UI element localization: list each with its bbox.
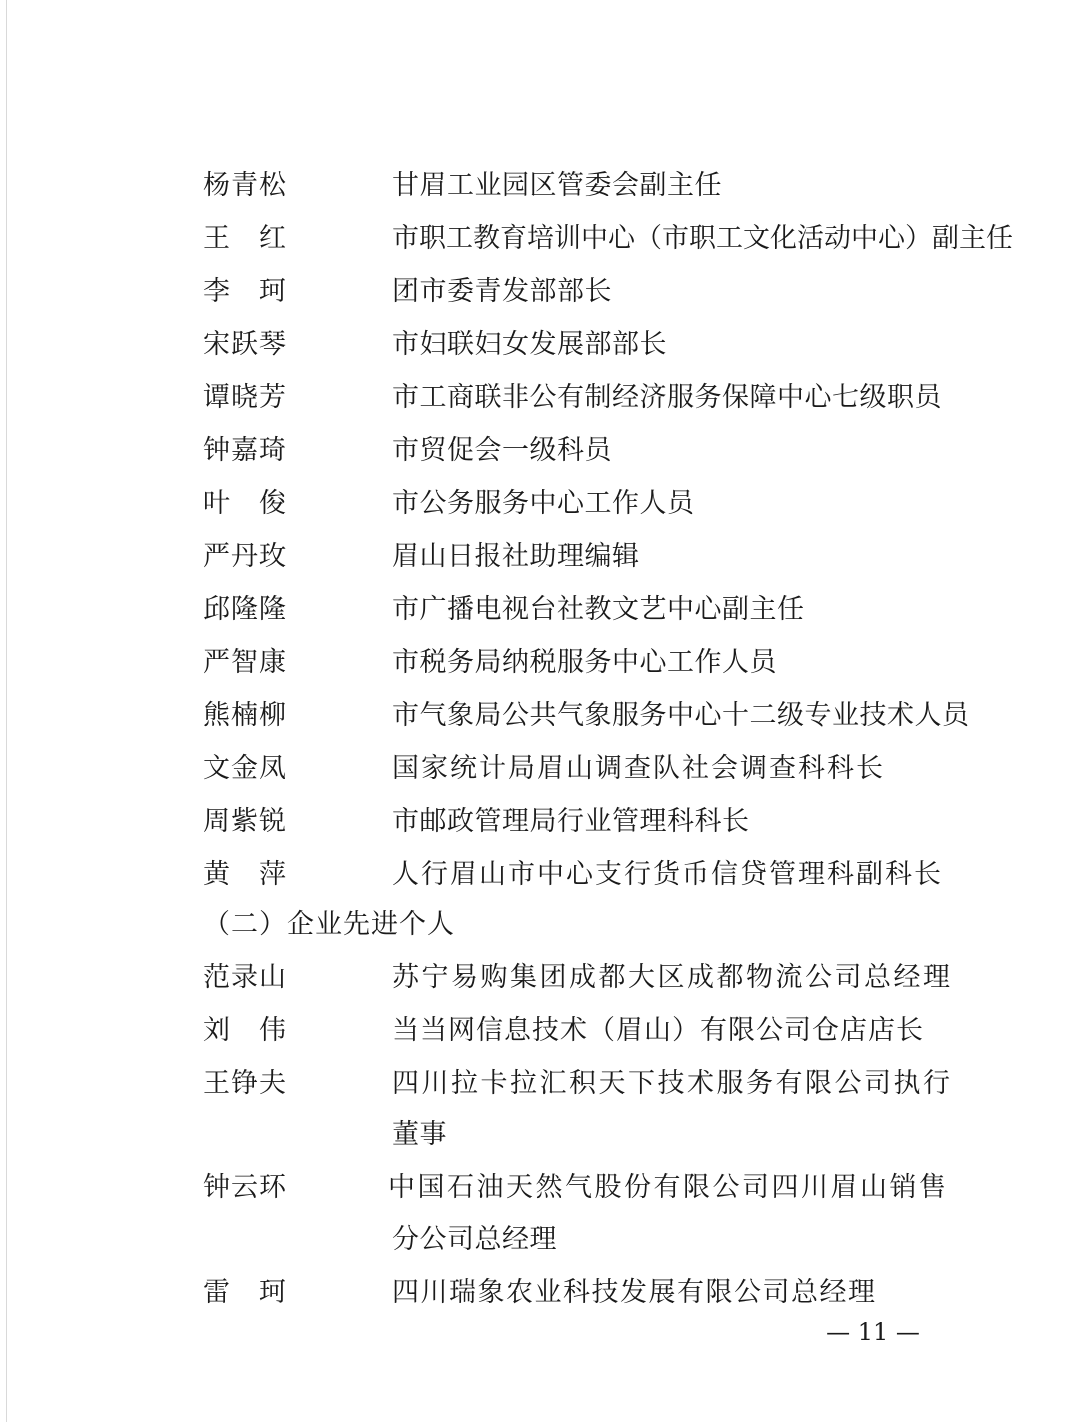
person-title: 市贸促会一级科员 — [392, 435, 612, 466]
person-title-continued: 董事 — [392, 1119, 447, 1150]
list-item — [0, 690, 1080, 742]
person-name: 钟嘉琦 — [203, 435, 287, 466]
person-name: 杨青松 — [203, 170, 287, 201]
person-name: 王铮夫 — [203, 1068, 287, 1099]
list-item — [0, 743, 1080, 795]
person-name: 钟云环 — [203, 1172, 287, 1203]
list-item — [0, 584, 1080, 636]
person-name: 雷 珂 — [203, 1277, 287, 1308]
person-title: 眉山日报社助理编辑 — [392, 541, 640, 572]
person-title: 市邮政管理局行业管理科科长 — [392, 806, 750, 837]
person-title: 甘眉工业园区管委会副主任 — [392, 170, 722, 201]
list-item — [0, 849, 1080, 901]
list-item — [0, 425, 1080, 477]
person-title: 国家统计局眉山调查队社会调查科科长 — [392, 753, 885, 784]
person-name: 熊楠柳 — [203, 700, 287, 731]
person-title: 人行眉山市中心支行货币信贷管理科副科长 — [392, 859, 943, 890]
person-name: 周紫锐 — [203, 806, 287, 837]
person-name: 王 红 — [203, 223, 287, 254]
list-item — [0, 266, 1080, 318]
page-number: — 11 — — [826, 1318, 920, 1346]
person-title: 市职工教育培训中心（市职工文化活动中心）副主任 — [392, 223, 1013, 254]
list-item — [0, 637, 1080, 689]
person-name: 谭晓芳 — [203, 382, 287, 413]
list-item — [0, 1162, 1080, 1214]
section-heading: （二）企业先进个人 — [203, 909, 455, 940]
person-name: 宋跃琴 — [203, 329, 287, 360]
person-title: 市广播电视台社教文艺中心副主任 — [392, 594, 805, 625]
list-item — [0, 213, 1080, 265]
person-title: 当当网信息技术（眉山）有限公司仓店店长 — [392, 1015, 924, 1046]
person-name: 邱隆隆 — [203, 594, 287, 625]
list-item — [0, 478, 1080, 530]
person-title: 市工商联非公有制经济服务保障中心七级职员 — [392, 382, 942, 413]
person-name: 刘 伟 — [203, 1015, 287, 1046]
list-item — [0, 796, 1080, 848]
list-item — [0, 319, 1080, 371]
person-title: 市妇联妇女发展部部长 — [392, 329, 667, 360]
person-name: 叶 俊 — [203, 488, 287, 519]
person-name: 黄 萍 — [203, 859, 287, 890]
person-name: 文金凤 — [203, 753, 287, 784]
list-item — [0, 1005, 1080, 1057]
person-name: 李 珂 — [203, 276, 287, 307]
person-title: 市公务服务中心工作人员 — [392, 488, 695, 519]
person-name: 严丹玫 — [203, 541, 287, 572]
person-title: 团市委青发部部长 — [392, 276, 612, 307]
person-title: 四川瑞象农业科技发展有限公司总经理 — [392, 1277, 877, 1308]
list-item — [0, 372, 1080, 424]
person-title: 四川拉卡拉汇积天下技术服务有限公司执行 — [392, 1068, 953, 1099]
list-item — [0, 952, 1080, 1004]
person-name: 严智康 — [203, 647, 287, 678]
person-title: 市气象局公共气象服务中心十二级专业技术人员 — [392, 700, 970, 731]
person-title-continued: 分公司总经理 — [392, 1224, 557, 1255]
person-title: 中国石油天然气股份有限公司四川眉山销售 — [388, 1172, 949, 1203]
list-item — [0, 1058, 1080, 1110]
person-title: 市税务局纳税服务中心工作人员 — [392, 647, 777, 678]
person-name: 范录山 — [203, 962, 287, 993]
list-item — [0, 531, 1080, 583]
person-title: 苏宁易购集团成都大区成都物流公司总经理 — [392, 962, 953, 993]
list-item — [0, 160, 1080, 212]
